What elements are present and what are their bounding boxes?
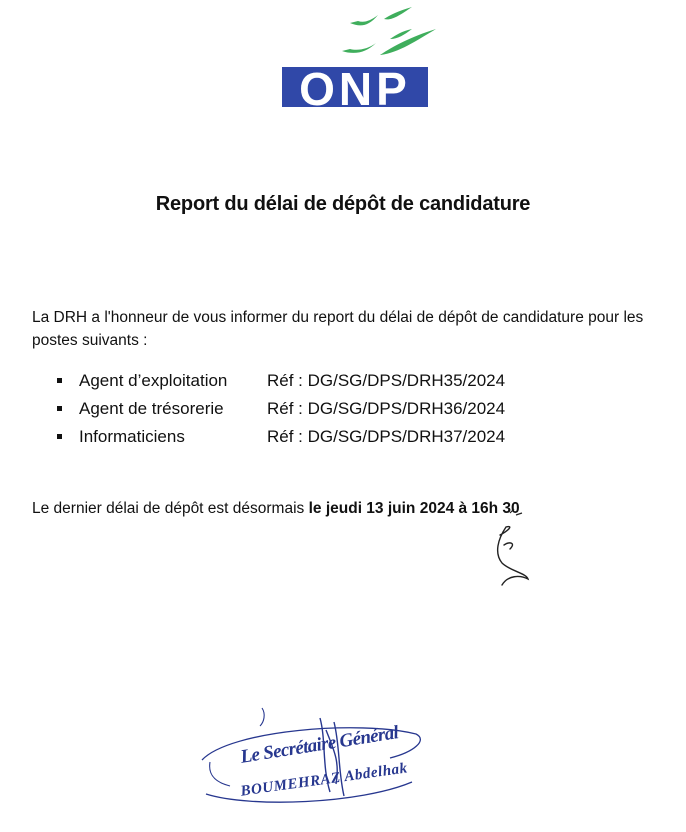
bird-icon <box>384 7 412 19</box>
stamp-name: BOUMEHRAZ Abdelhak <box>239 760 409 800</box>
logo-text: ONP <box>299 63 411 107</box>
bullet-icon <box>57 434 62 439</box>
bird-icon <box>380 29 436 55</box>
bird-icon <box>350 15 378 25</box>
intro-paragraph: La DRH a l'honneur de vous informer du report du délai de dépôt de candidature pour les postes suivants : <box>32 309 644 349</box>
post-name: Informaticiens <box>79 427 185 446</box>
post-ref: Réf : DG/SG/DPS/DRH35/2024 <box>267 371 506 390</box>
deadline-paragraph <box>32 499 520 519</box>
initials-signature <box>480 505 540 590</box>
signature-stamp <box>190 700 430 820</box>
stamp-title: Le Secrétaire Général <box>238 722 401 768</box>
onp-logo <box>280 5 440 107</box>
bullet-icon <box>57 378 62 383</box>
post-name: Agent de trésorerie <box>79 399 224 418</box>
bird-icon <box>342 43 376 53</box>
deadline-prefix: Le dernier délai de dépôt est désormais <box>32 500 309 517</box>
page-title: Report du délai de dépôt de candidature <box>155 193 531 215</box>
post-ref: Réf : DG/SG/DPS/DRH37/2024 <box>267 427 506 446</box>
bird-icon <box>390 29 412 39</box>
post-name: Agent d’exploitation <box>79 371 228 390</box>
deadline-date: le jeudi 13 juin 2024 à 16h 30 <box>308 500 520 517</box>
post-ref: Réf : DG/SG/DPS/DRH36/2024 <box>267 399 506 418</box>
bullet-icon <box>57 406 62 411</box>
